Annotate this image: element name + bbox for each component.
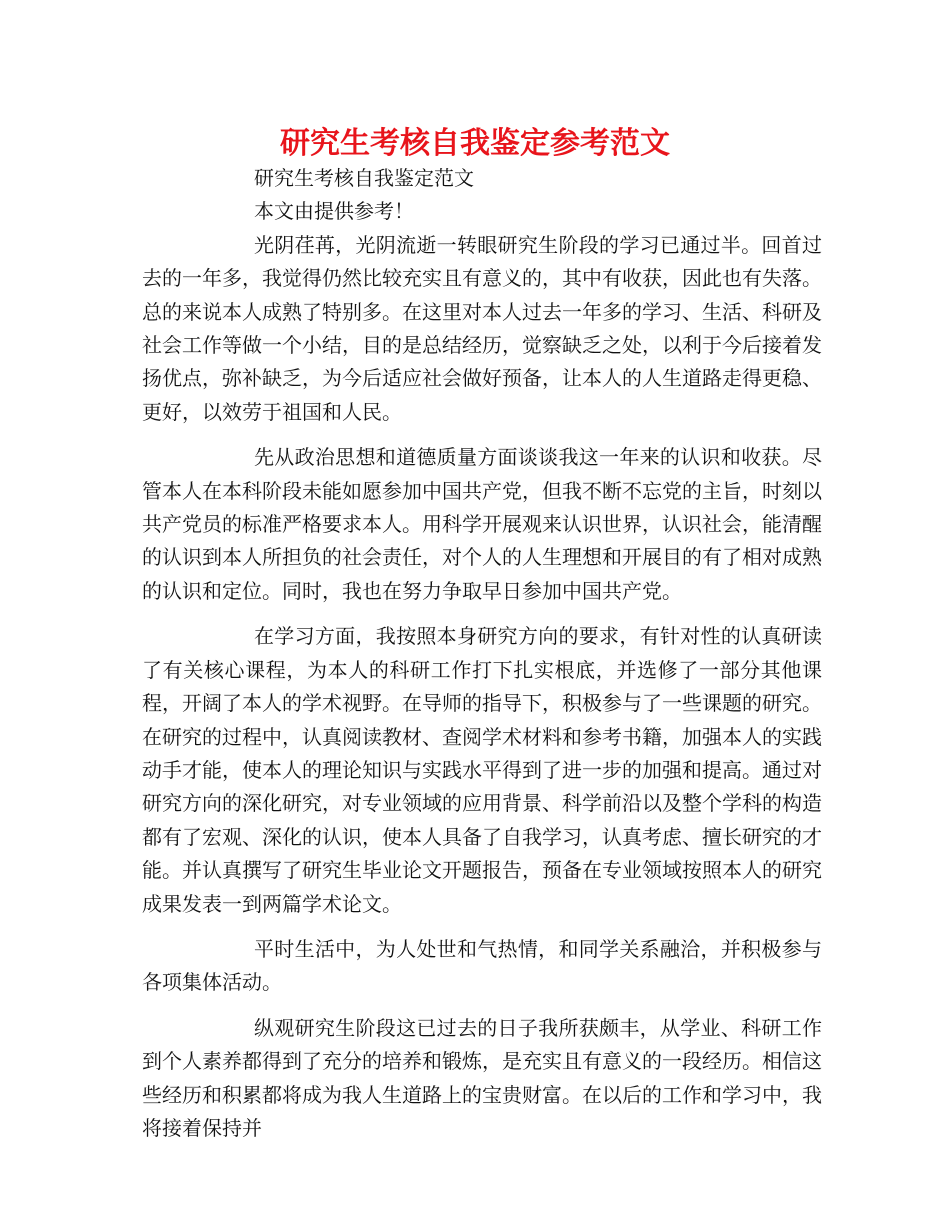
- paragraph-subtitle: 研究生考核自我鉴定范文: [254, 166, 474, 190]
- paragraph-intro: 光阴荏苒，光阴流逝一转眼研究生阶段的学习已通过半。回首过去的一年多，我觉得仍然比较充实且有意义的，其中有收获，因此也有失落。总的来说本人成熟了特别多。在这里对本人过去一年多的学习、生活、科研及社会工作等做一个小结，目的是总结经历，觉察缺乏之处，以利于今后接着发扬优点，弥补缺乏，为今后适应社会做好预备，让本人的人生道路走得更稳、更好，以效劳于祖国和人民。: [142, 232, 822, 424]
- paragraph-political: 先从政治思想和道德质量方面谈谈我这一年来的认识和收获。尽管本人在本科阶段未能如愿参加中国共产党，但我不断不忘党的主旨，时刻以共产党员的标准严格要求本人。用科学开展观来认识世界，认识社会，能清醒的认识到本人所担负的社会责任，对个人的人生理想和开展目的有了相对成熟的认识和定位。同时，我也在努力争取早日参加中国共产党。: [142, 445, 822, 603]
- paragraph-study: 在学习方面，我按照本身研究方向的要求，有针对性的认真研读了有关核心课程，为本人的科研工作打下扎实根底，并选修了一部分其他课程，开阔了本人的学术视野。在导师的指导下，积极参与了一些课题的研究。在研究的过程中，认真阅读教材、查阅学术材料和参考书籍，加强本人的实践动手才能，使本人的理论知识与实践水平得到了进一步的加强和提高。通过对研究方向的深化研究，对专业领域的应用背景、科学前沿以及整个学科的构造都有了宏观、深化的认识，使本人具备了自我学习，认真考虑、擅长研究的才能。并认真撰写了研究生毕业论文开题报告，预备在专业领域按照本人的研究成果发表一到两篇学术论文。: [142, 624, 822, 916]
- paragraph-summary: 纵观研究生阶段这已过去的日子我所获颇丰，从学业、科研工作到个人素养都得到了充分的培养和锻炼，是充实且有意义的一段经历。相信这些经历和积累都将成为我人生道路上的宝贵财富。在以后的工作和学习中，我将接着保持并: [142, 1015, 822, 1140]
- paragraph-life: 平时生活中，为人处世和气热情，和同学关系融洽，并积极参与各项集体活动。: [142, 936, 822, 995]
- document-title: 研究生考核自我鉴定参考范文: [280, 126, 670, 161]
- paragraph-source-note: 本文由提供参考！: [254, 199, 414, 224]
- document-body: [142, 162, 822, 1145]
